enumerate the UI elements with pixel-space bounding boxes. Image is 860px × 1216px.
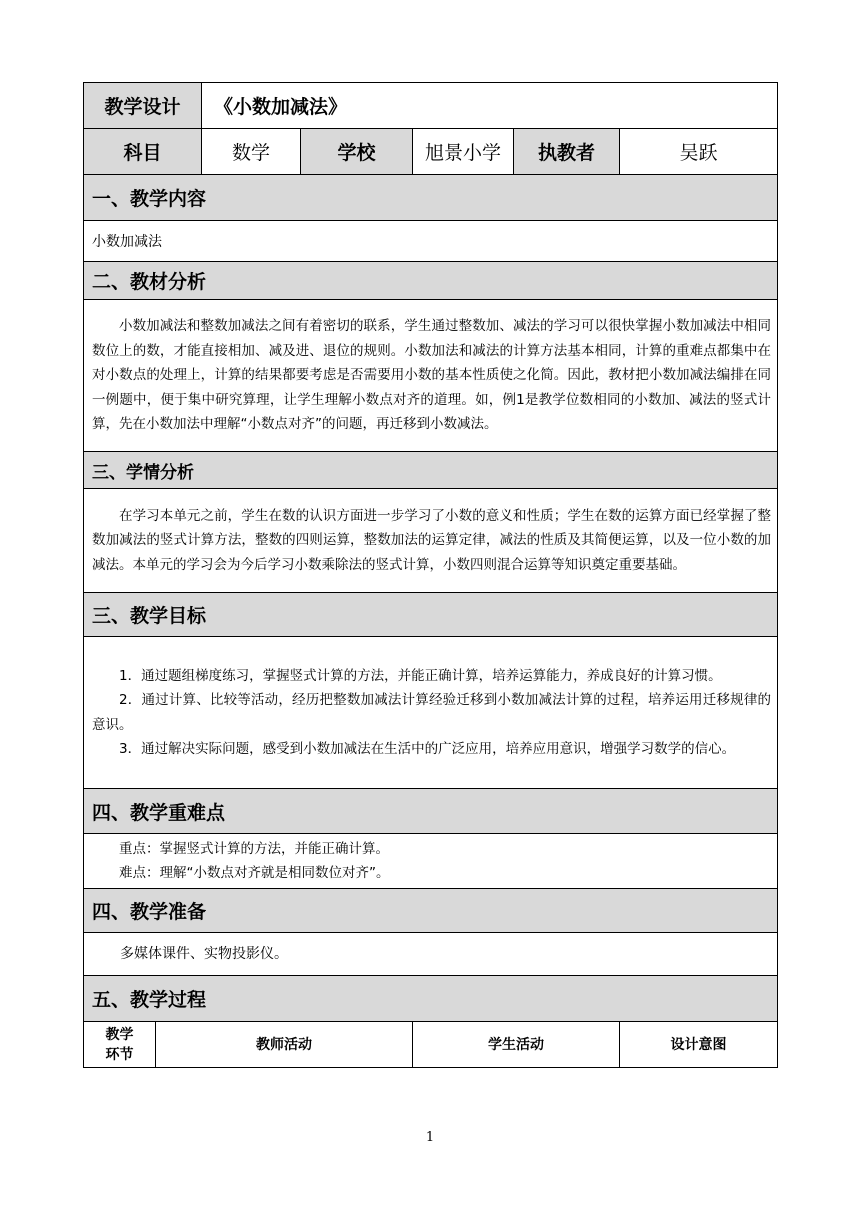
school-label: 学校: [301, 129, 413, 175]
col-student-activity: 学生活动: [413, 1022, 620, 1068]
teacher-label: 执教者: [514, 129, 620, 175]
design-label: 教学设计: [84, 83, 202, 129]
subject-label: 科目: [84, 129, 202, 175]
section-heading-material: 二、教材分析: [84, 262, 778, 300]
student-analysis-cell: [84, 489, 778, 593]
header-row: [84, 83, 778, 129]
difficult-point: 难点：理解“小数点对齐就是相同数位对齐”。: [119, 865, 390, 881]
student-analysis-text: 在学习本单元之前，学生在数的认识方面进一步学习了小数的意义和性质；学生在数的运算方面已经掌握了整数加减法的竖式计算方法，整数的四则运算，整数加法的运算定律，减法的性质及其简便运算，以及一位小数的加减法。本单元的学习会为今后学习小数乘除法的竖式计算，小数四则混合运算等知识奠定重要基础。: [92, 507, 772, 573]
material-analysis-text: 小数加减法和整数加减法之间有着密切的联系，学生通过整数加、减法的学习可以很快掌握小数加减法中相同数位上的数，才能直接相加、减及进、退位的规则。小数加法和减法的计算方法基本相同，计算的重难点都集中在对小数点的处理上，计算的结果都要考虑是否需要用小数的基本性质使之化简。因此，教材把小数加减法编排在同一例题中，便于集中研究算理，让学生理解小数点对齐的道理。如，例1是教学位数相同的小数加、减法的竖式计算，先在小数加法中理解“小数点对齐”的问题，再迁移到小数减法。: [92, 318, 772, 433]
preparation-text: 多媒体课件、实物投影仪。: [120, 945, 288, 962]
teacher-value: 吴跃: [620, 129, 778, 175]
key-point: 重点：掌握竖式计算的方法，并能正确计算。: [119, 840, 389, 857]
info-row: [84, 129, 778, 175]
goal-item: 1．通过题组梯度练习，掌握竖式计算的方法，并能正确计算，培养运算能力，养成良好的计算习惯。: [119, 667, 722, 684]
section-heading-content: 一、教学内容: [84, 175, 778, 221]
col-teacher-activity: 教师活动: [156, 1022, 413, 1068]
process-header-row: [84, 1022, 778, 1068]
goals-cell: [84, 637, 778, 789]
material-analysis-cell: [84, 300, 778, 452]
goal-item: 3．通过解决实际问题，感受到小数加减法在生活中的广泛应用，培养应用意识，增强学习数学的信心。: [119, 741, 736, 757]
page-number: 1: [425, 1130, 435, 1145]
lesson-plan-table: [83, 82, 778, 1068]
section-heading-goals: 三、教学目标: [84, 593, 778, 637]
preparation-cell: [84, 933, 778, 976]
section-heading-process: 五、教学过程: [84, 976, 778, 1022]
school-value: 旭景小学: [413, 129, 514, 175]
col-design-intent: 设计意图: [620, 1022, 778, 1068]
subject-value: 数学: [202, 129, 301, 175]
section-heading-keypoints: 四、教学重难点: [84, 789, 778, 834]
col-stage-line2: 环节: [105, 1046, 134, 1063]
lesson-plan-document: [83, 82, 777, 1068]
col-stage: [84, 1022, 156, 1068]
keypoints-cell: [84, 834, 778, 889]
lesson-title: 《小数加减法》: [202, 83, 778, 129]
goal-item: 2．通过计算、比较等活动，经历把整数加减法计算经验迁移到小数加减法计算的过程，培养运用迁移规律的意识。: [92, 692, 772, 733]
col-stage-line1: 教学: [105, 1026, 134, 1043]
section-heading-students: 三、学情分析: [84, 452, 778, 489]
content-text: 小数加减法: [84, 221, 778, 262]
section-heading-preparation: 四、教学准备: [84, 889, 778, 933]
